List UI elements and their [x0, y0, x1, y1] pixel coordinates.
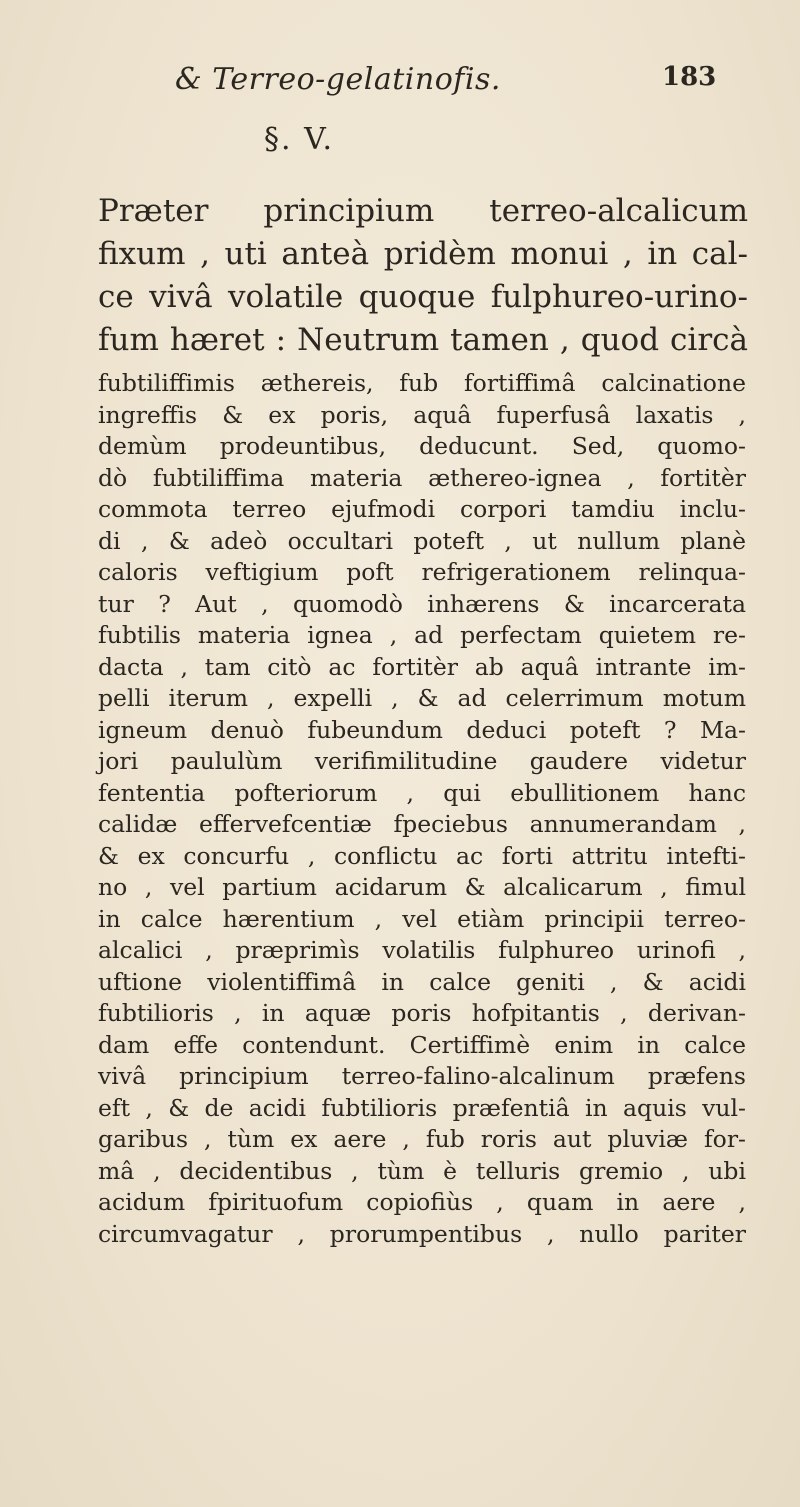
running-title: & Terreo-gelatinofis. [175, 62, 501, 97]
body-line: fubtiliffimis æthereis, fub fortiffimâ calcinatione [98, 369, 746, 397]
body-line: ingreffis & ex poris, aquâ fuperfusâ laxatis , [98, 400, 746, 429]
section-heading: §. V. [264, 122, 335, 157]
body-line: caloris veftigium poft refrigerationem relinqua- [98, 558, 746, 586]
body-line: dam effe contendunt. Certiffimè enim in calce [98, 1030, 746, 1059]
body-line: pelli iterum , expelli , & ad celerrimum motum [98, 684, 746, 712]
page-number: 183 [662, 62, 717, 92]
body-line: in calce hærentium , vel etiàm principii terreo- [98, 904, 746, 933]
body-line: commota terreo ejufmodi corpori tamdiu inclu- [98, 495, 746, 523]
body-line: alcalici , præprimìs volatilis fulphureo urinofi , [98, 936, 746, 964]
body-paragraph [98, 368, 746, 1250]
body-line: fubtilis materia ignea , ad perfectam quietem re- [98, 621, 746, 649]
lead-line: Præter principium terreo-alcalicum [98, 193, 748, 229]
body-line: demùm prodeuntibus, deducunt. Sed, quomo- [98, 432, 746, 460]
body-line: uftione violentiffimâ in calce geniti , & acidi [98, 967, 746, 996]
body-line: igneum denuò fubeundum deduci poteft ? Ma- [98, 715, 746, 744]
body-line: tur ? Aut , quomodò inhærens & incarcerata [98, 589, 746, 618]
body-line: calidæ effervefcentiæ fpeciebus annumerandam , [98, 810, 746, 838]
body-line: vivâ principium terreo-falino-alcalinum præfens [98, 1062, 746, 1090]
body-line: circumvagatur , prorumpentibus , nullo pariter [98, 1219, 746, 1248]
lead-line: fixum , uti anteà pridèm monui , in cal- [98, 236, 748, 272]
body-line: jori paululùm verifimilitudine gaudere videtur [98, 747, 746, 775]
body-line: dacta , tam citò ac fortitèr ab aquâ intrante im- [98, 652, 746, 681]
body-line: garibus , tùm ex aere , fub roris aut pluviæ for- [98, 1125, 746, 1153]
body-line: di , & adeò occultari poteft , ut nullum planè [98, 526, 746, 555]
body-line: & ex concurfu , conflictu ac forti attritu intefti- [98, 841, 746, 870]
body-line: mâ , decidentibus , tùm è telluris gremio , ubi [98, 1156, 746, 1185]
body-line: eft , & de acidi fubtilioris præfentiâ in aquis vul- [98, 1093, 746, 1122]
lead-paragraph [98, 190, 748, 362]
body-line: dò fubtiliffima materia æthereo-ignea , fortitèr [98, 463, 746, 492]
lead-line: ce vivâ volatile quoque fulphureo-urino- [98, 279, 748, 315]
body-line: fubtilioris , in aquæ poris hofpitantis , derivan- [98, 999, 746, 1027]
lead-line: fum hæret : Neutrum tamen , quod circà [98, 322, 748, 358]
body-line: fententia pofteriorum , qui ebullitionem hanc [98, 778, 746, 807]
body-line: acidum fpirituofum copiofiùs , quam in aere , [98, 1188, 746, 1216]
body-line: no , vel partium acidarum & alcalicarum , fimul [98, 873, 746, 901]
